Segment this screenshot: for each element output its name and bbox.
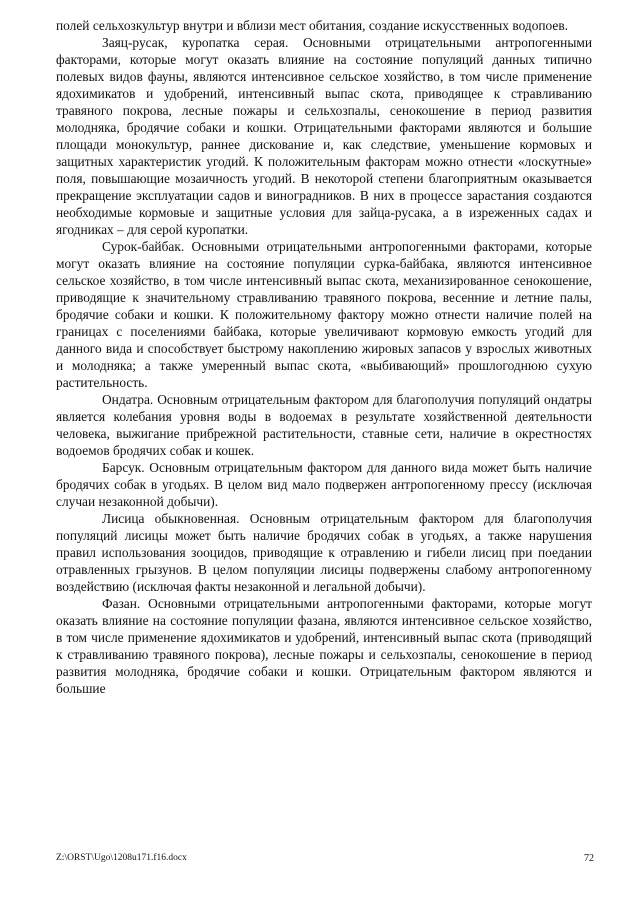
- footer-file-path: Z:\ORST\Ugo\1208u171.f16.docx: [56, 853, 187, 863]
- paragraph-surok-baybak: Сурок-байбак. Основными отрицательными антропогенными факторами, которые могут оказать влияние на состояние популяции сурка-байбака, являются интенсивное сельское хозяйство, в том числе интенсивный выпас скота, механизированное сенокошение, приводящие к значительному стравливанию травяного покрова, весенние и летние палы, бродячие собаки и кошки. К положительному фактору можно отнести наличие полей на границах с поселениями байбака, которые увеличивают кормовую емкость угодий для данного вида и способствует быстрому накоплению жировых запасов у взрослых животных и молодняка; а также умеренный выпас скота, «выбивающий» прошлогоднюю сухую растительность.: [56, 239, 592, 390]
- page-number: 72: [584, 853, 594, 864]
- paragraph-zayats-rusak: Заяц-русак, куропатка серая. Основными отрицательными антропогенными факторами, которые могут оказать влияние на состояние популяций данных типично полевых видов фауны, являются интенсивное сельское хозяйство, в том числе применение ядохимикатов и удобрений, интенсивный выпас скота, приводящее к стравливанию травяного покрова, лесные пожары и сельхозпалы, сенокошение в период развития молодняка, бродячие собаки и кошки. Отрицательными факторами являются и большие площади монокультур, раннее дискование и, как следствие, уменьшение кормовых и защитных характеристик угодий. К положительным факторам можно отнести «лоскутные» поля, повышающие мозаичность угодий. В некоторой степени благоприятным оказывается прекращение эксплуатации садов и виноградников. В них в процессе зарастания создаются необходимые кормовые и защитные условия для зайца-русака, а в изреженных садах и ягодниках – для серой куропатки.: [56, 35, 592, 237]
- paragraph-lisitsa: Лисица обыкновенная. Основным отрицательным фактором для благополучия популяций лисицы может быть наличие бродячих собак в угодьях, а также нарушения правил использования зооцидов, приводящие к отравлению и гибели лисиц при поедании отравленных грызунов. В целом популяции лисицы подвержены слабому антропогенному воздействию (исключая факты незаконной и легальной добычи).: [56, 511, 592, 594]
- paragraph-continuation: полей сельхозкультур внутри и вблизи мест обитания, создание искусственных водопоев.: [56, 18, 569, 33]
- paragraph-barsuk: Барсук. Основным отрицательным фактором для данного вида может быть наличие бродячих собак в угодьях. В целом вид мало подвержен антропогенному прессу (исключая случаи незаконной добычи).: [56, 460, 592, 509]
- document-body: [56, 17, 592, 697]
- paragraph-ondatra: Ондатра. Основным отрицательным фактором для благополучия популяций ондатры является колебания уровня воды в водоемах в результате хозяйственной деятельности человека, выжигание прибрежной растительности, ставные сети, наличие в окрестностях водоемов бродячих собак и кошек.: [56, 392, 592, 458]
- paragraph-fazan: Фазан. Основными отрицательными антропогенными факторами, которые могут оказать влияние на состояние популяции фазана, являются интенсивное сельское хозяйство, в том числе применение ядохимикатов и удобрений, интенсивный выпас скота (приводящий к стравливанию травяного покрова), лесные пожары и сельхозпалы, сенокошение в период развития молодняка, бродячие собаки и кошки. Отрицательным фактором являются и большие: [56, 596, 592, 696]
